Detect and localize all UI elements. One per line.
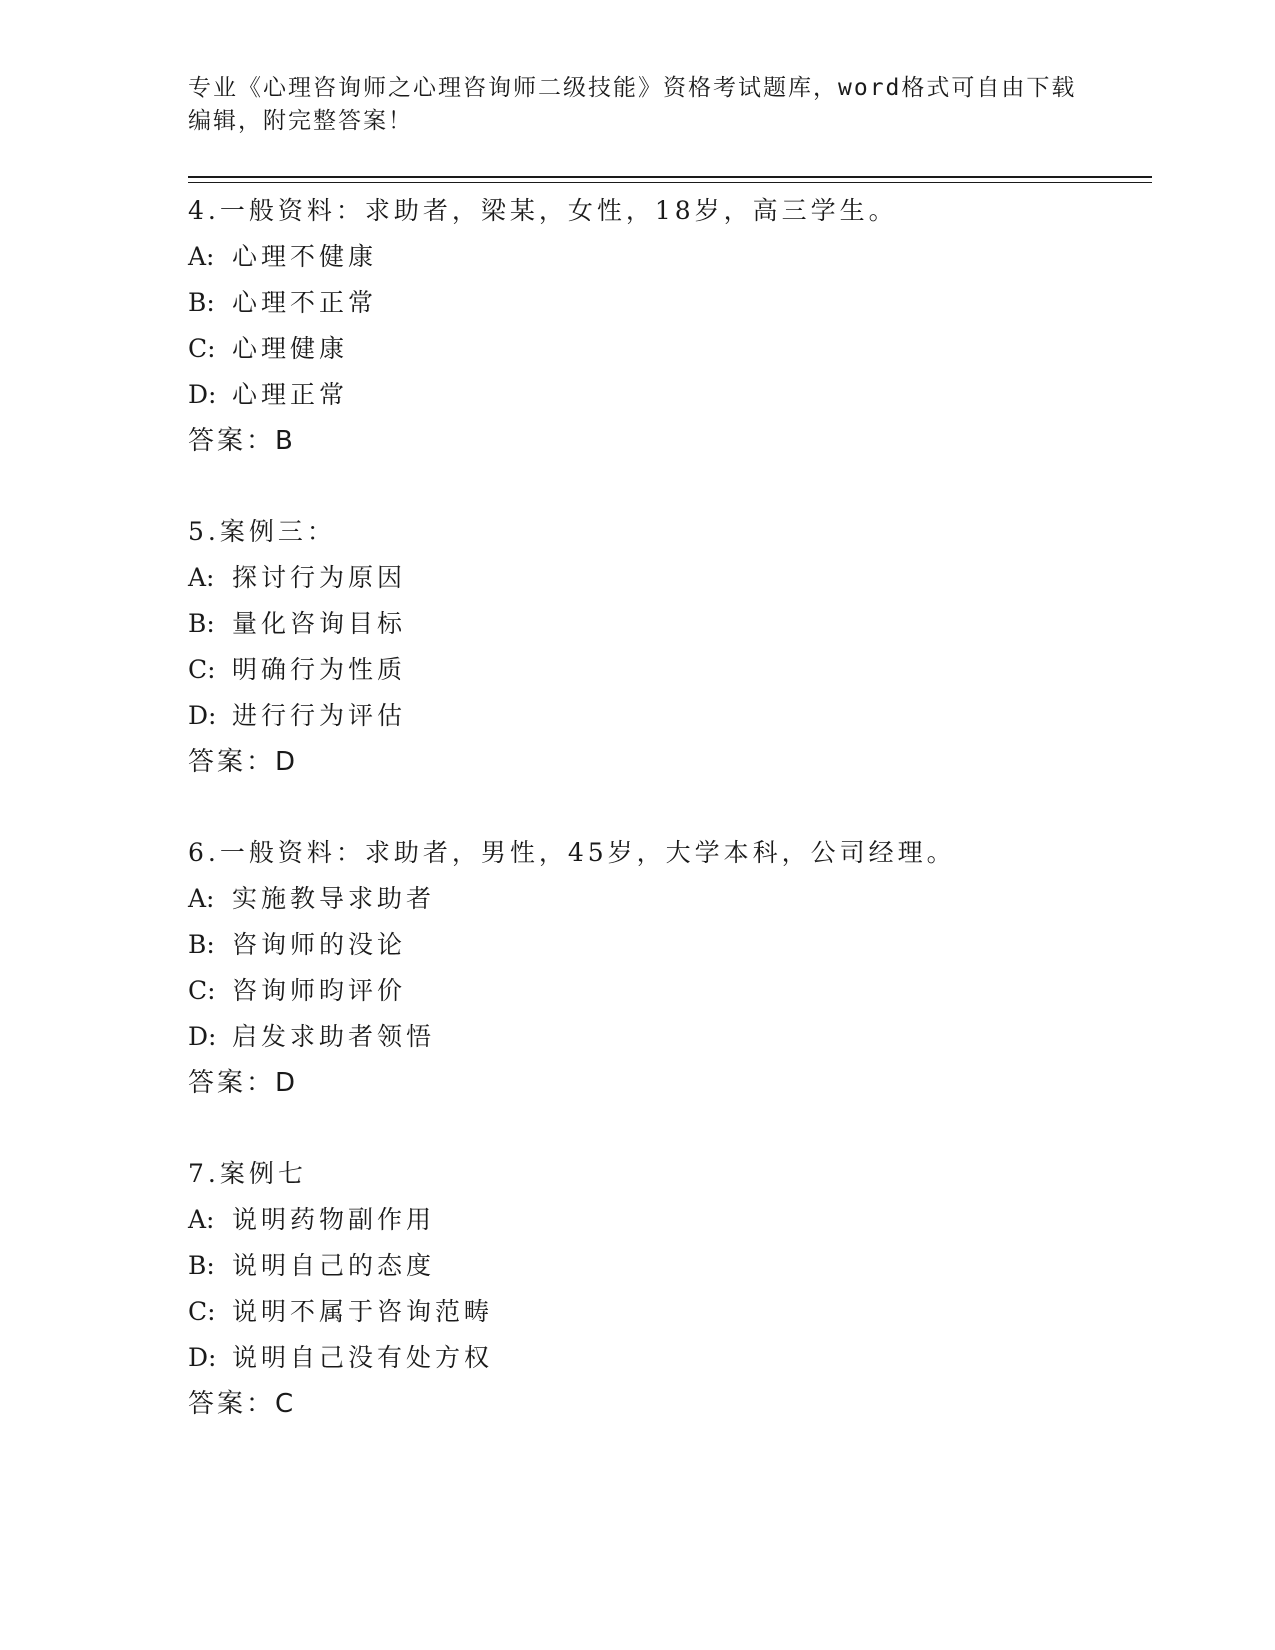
option-text: 说明自己没有处方权 (232, 1343, 494, 1372)
option-text: 明确行为性质 (232, 655, 407, 684)
option-text: 心理正常 (232, 380, 349, 409)
option-key: A: (188, 1205, 215, 1234)
option-text: 实施教导求助者 (232, 884, 436, 913)
option-key: C: (188, 1297, 216, 1326)
option-b (188, 922, 1152, 968)
option-text: 心理不健康 (232, 242, 378, 271)
option-a (188, 876, 1152, 922)
answer-line: 答案：D (188, 1068, 299, 1098)
question-5 (188, 509, 1152, 785)
option-key: D: (188, 1343, 217, 1372)
option-text: 启发求助者领悟 (232, 1022, 436, 1051)
question-list (188, 188, 1152, 1472)
option-text: 咨询师的没论 (232, 930, 407, 959)
option-key: A: (188, 563, 215, 592)
option-text: 探讨行为原因 (232, 563, 407, 592)
option-a (188, 1197, 1152, 1243)
answer-line: 答案：B (188, 426, 296, 456)
option-key: B: (188, 288, 215, 317)
option-text: 心理不正常 (232, 288, 378, 317)
option-c (188, 968, 1152, 1014)
option-d (188, 1014, 1152, 1060)
option-a (188, 555, 1152, 601)
header-line-2: 编辑，附完整答案！ (188, 108, 413, 134)
option-text: 心理健康 (232, 334, 349, 363)
option-d (188, 1335, 1152, 1381)
header-divider-thick (188, 176, 1152, 178)
option-key: C: (188, 976, 216, 1005)
option-key: A: (188, 884, 215, 913)
question-stem: 6.一般资料：求助者，男性，45岁，大学本科，公司经理。 (188, 838, 956, 867)
option-text: 说明自己的态度 (232, 1251, 436, 1280)
question-stem: 7.案例七 (188, 1159, 307, 1188)
option-c (188, 1289, 1152, 1335)
header-line-1: 专业《心理咨询师之心理咨询师二级技能》资格考试题库，word格式可自由下载 (188, 75, 1077, 101)
option-b (188, 280, 1152, 326)
option-key: D: (188, 380, 217, 409)
option-key: C: (188, 655, 216, 684)
option-key: B: (188, 609, 215, 638)
option-text: 咨询师昀评价 (232, 976, 407, 1005)
option-key: D: (188, 701, 217, 730)
option-key: B: (188, 1251, 215, 1280)
question-stem: 4.一般资料：求助者，梁某，女性，18岁，高三学生。 (188, 196, 898, 225)
option-text: 说明不属于咨询范畴 (232, 1297, 494, 1326)
option-b (188, 601, 1152, 647)
question-6 (188, 830, 1152, 1106)
header-divider-thin (188, 182, 1152, 183)
option-key: D: (188, 1022, 217, 1051)
option-text: 进行行为评估 (232, 701, 407, 730)
question-7 (188, 1151, 1152, 1427)
option-a (188, 234, 1152, 280)
option-text: 说明药物副作用 (232, 1205, 436, 1234)
option-key: A: (188, 242, 215, 271)
option-d (188, 693, 1152, 739)
option-key: B: (188, 930, 215, 959)
option-c (188, 647, 1152, 693)
question-4 (188, 188, 1152, 464)
option-text: 量化咨询目标 (232, 609, 407, 638)
option-key: C: (188, 334, 216, 363)
answer-line: 答案：C (188, 1389, 297, 1419)
answer-line: 答案：D (188, 747, 299, 777)
option-d (188, 372, 1152, 418)
option-c (188, 326, 1152, 372)
question-stem: 5.案例三： (188, 517, 336, 546)
option-b (188, 1243, 1152, 1289)
document-header (188, 72, 1088, 138)
